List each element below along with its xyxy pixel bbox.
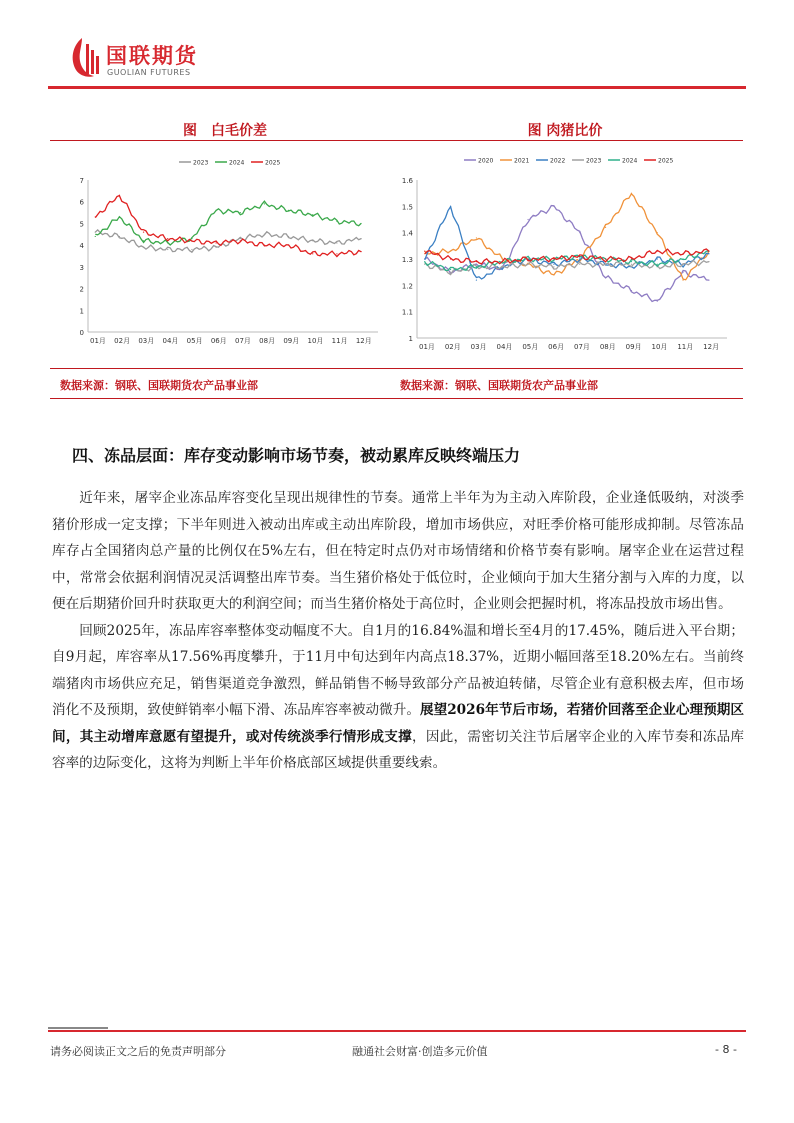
data-point-2023 bbox=[191, 249, 192, 250]
data-point-2020 bbox=[605, 277, 606, 278]
data-point-2020 bbox=[682, 272, 683, 273]
x-tick-label: 04月 bbox=[496, 343, 513, 351]
data-point-2024 bbox=[631, 261, 632, 262]
legend-label: 2024 bbox=[229, 159, 245, 167]
data-point-2023 bbox=[240, 238, 241, 239]
source-top-line bbox=[50, 368, 743, 369]
x-tick-label: 11月 bbox=[677, 343, 694, 351]
data-point-2022 bbox=[424, 258, 425, 259]
section-heading: 四、冻品层面：库存变动影响市场节奏，被动累库反映终端压力 bbox=[72, 446, 521, 465]
legend-label: 2023 bbox=[586, 157, 602, 165]
data-point-2023 bbox=[336, 242, 337, 243]
y-tick-label: 1.5 bbox=[401, 203, 413, 212]
x-tick-label: 08月 bbox=[259, 337, 276, 345]
x-tick-label: 01月 bbox=[419, 343, 435, 351]
x-tick-label: 09月 bbox=[625, 343, 642, 351]
data-point-2023 bbox=[708, 261, 709, 262]
data-point-2024 bbox=[336, 221, 337, 222]
data-point-2024 bbox=[191, 238, 192, 239]
data-point-2020 bbox=[631, 290, 632, 291]
data-point-2024 bbox=[95, 236, 96, 237]
data-point-2025 bbox=[424, 251, 425, 252]
data-point-2023 bbox=[527, 264, 528, 265]
legend-label: 2022 bbox=[550, 157, 566, 165]
x-tick-label: 03月 bbox=[138, 337, 155, 345]
data-point-2025 bbox=[336, 253, 337, 254]
data-point-2024 bbox=[264, 203, 265, 204]
y-tick-label: 1.2 bbox=[401, 282, 413, 291]
data-point-2024 bbox=[240, 212, 241, 213]
footer-rule bbox=[48, 1030, 746, 1032]
data-point-2022 bbox=[476, 279, 477, 280]
data-point-2025 bbox=[502, 261, 503, 262]
data-point-2022 bbox=[553, 264, 554, 265]
x-tick-label: 10月 bbox=[651, 343, 668, 351]
paragraph-2-review: 回顾2025年，冻品库容率整体变动幅度不大。自1月的16.84%温和增长至4月的17.45%，随后进入平台期；自9月起，库容率从17.56%再度攀升，于11月中旬达到年内高点18.37%，近期小幅回落至18.20%左右。当前终端猪肉市场供应充足，销售渠道竞争激烈，鲜品销售不畅导致部分产品被迫转储，尽管企业有意积极去库，但市场消化不及预期，致使鲜销率小幅下滑、冻品库容率被动微升。 bbox=[52, 622, 744, 718]
data-point-2025 bbox=[240, 240, 241, 241]
data-point-2022 bbox=[708, 253, 709, 254]
data-point-2025 bbox=[143, 232, 144, 233]
data-point-2023 bbox=[360, 238, 361, 239]
paragraph-2-outlook: 展望2026年节后市场，若猪价回落至企业心理预期区间，其主动增库意愿有望提升，或对传统淡季行情形成支撑 bbox=[52, 702, 744, 745]
data-point-2023 bbox=[502, 266, 503, 267]
data-point-2023 bbox=[450, 272, 451, 273]
data-point-2024 bbox=[288, 210, 289, 211]
x-tick-label: 03月 bbox=[470, 343, 487, 351]
series-line-2025 bbox=[95, 196, 361, 257]
footer-disclaimer: 请务必阅读正文之后的免责声明部分 bbox=[50, 1045, 226, 1058]
y-tick-label: 1.6 bbox=[401, 177, 413, 185]
data-point-2024 bbox=[476, 266, 477, 267]
data-point-2025 bbox=[167, 238, 168, 239]
data-point-2020 bbox=[579, 232, 580, 233]
footer-slogan: 融通社会财富·创造多元价值 bbox=[352, 1045, 488, 1058]
y-tick-label: 1 bbox=[79, 307, 84, 316]
data-point-2025 bbox=[657, 251, 658, 252]
data-point-2024 bbox=[657, 264, 658, 265]
data-point-2025 bbox=[631, 258, 632, 259]
figure-frame-bottom-line bbox=[50, 398, 743, 399]
data-point-2025 bbox=[476, 261, 477, 262]
data-point-2025 bbox=[579, 256, 580, 257]
data-point-2022 bbox=[450, 206, 451, 207]
data-point-2023 bbox=[167, 249, 168, 250]
x-tick-label: 08月 bbox=[599, 343, 616, 351]
data-point-2022 bbox=[657, 258, 658, 259]
data-point-2025 bbox=[215, 242, 216, 243]
data-point-2024 bbox=[360, 223, 361, 224]
footer-rule-accent bbox=[48, 1027, 108, 1029]
legend-label: 2025 bbox=[658, 157, 674, 165]
data-point-2025 bbox=[553, 258, 554, 259]
data-point-2025 bbox=[527, 258, 528, 259]
data-point-2023 bbox=[631, 264, 632, 265]
data-point-2025 bbox=[191, 240, 192, 241]
legend-label: 2024 bbox=[622, 157, 638, 165]
data-point-2020 bbox=[476, 264, 477, 265]
data-point-2024 bbox=[682, 258, 683, 259]
data-point-2021 bbox=[476, 237, 477, 238]
data-point-2021 bbox=[553, 274, 554, 275]
x-tick-label: 10月 bbox=[307, 337, 324, 345]
data-point-2021 bbox=[657, 232, 658, 233]
company-name-en: GUOLIAN FUTURES bbox=[107, 68, 191, 77]
paragraph-2 bbox=[52, 618, 744, 777]
y-tick-label: 2 bbox=[79, 285, 84, 294]
x-tick-label: 12月 bbox=[703, 343, 720, 351]
data-point-2025 bbox=[288, 245, 289, 246]
data-point-2024 bbox=[119, 216, 120, 217]
data-point-2021 bbox=[605, 227, 606, 228]
header bbox=[0, 0, 794, 95]
data-point-2024 bbox=[312, 214, 313, 215]
x-tick-label: 04月 bbox=[162, 337, 179, 345]
right-figure-title: 图 肉猪比价 bbox=[527, 123, 603, 139]
left-figure-title: 图 白毛价差 bbox=[183, 123, 267, 139]
data-point-2025 bbox=[708, 251, 709, 252]
data-point-2024 bbox=[215, 210, 216, 211]
x-tick-label: 07月 bbox=[235, 337, 251, 345]
paragraph-2-tail: ，因此，需密切关注节后屠宰企业的入库节奏和冻品库容率的边际变化，这将为判断上半年价格底部区域提供重要线索。 bbox=[52, 728, 744, 771]
legend-label: 2021 bbox=[514, 157, 530, 165]
x-tick-label: 05月 bbox=[522, 343, 539, 351]
legend-label: 2025 bbox=[265, 159, 281, 167]
data-point-2020 bbox=[657, 301, 658, 302]
x-tick-label: 09月 bbox=[283, 337, 300, 345]
data-point-2025 bbox=[119, 195, 120, 196]
x-tick-label: 07月 bbox=[574, 343, 590, 351]
data-point-2022 bbox=[579, 258, 580, 259]
data-point-2023 bbox=[579, 264, 580, 265]
data-point-2025 bbox=[264, 245, 265, 246]
legend-label: 2020 bbox=[478, 157, 494, 165]
data-point-2024 bbox=[167, 242, 168, 243]
data-point-2025 bbox=[312, 253, 313, 254]
logo-icon bbox=[68, 36, 102, 80]
x-tick-label: 01月 bbox=[90, 337, 106, 345]
data-point-2021 bbox=[682, 279, 683, 280]
hog-price-ratio-chart bbox=[395, 150, 740, 355]
y-tick-label: 0 bbox=[79, 329, 84, 337]
header-rule bbox=[48, 86, 746, 89]
data-point-2023 bbox=[119, 236, 120, 237]
x-tick-label: 05月 bbox=[186, 337, 203, 345]
data-point-2025 bbox=[450, 258, 451, 259]
data-point-2025 bbox=[605, 258, 606, 259]
body-text bbox=[52, 485, 744, 777]
y-tick-label: 6 bbox=[79, 198, 84, 207]
data-point-2024 bbox=[143, 240, 144, 241]
series-line-2024 bbox=[95, 201, 361, 245]
data-point-2023 bbox=[553, 266, 554, 267]
y-tick-label: 1.1 bbox=[401, 308, 413, 317]
legend-label: 2023 bbox=[193, 159, 209, 167]
x-tick-label: 12月 bbox=[355, 337, 372, 345]
data-point-2023 bbox=[288, 236, 289, 237]
y-tick-label: 1 bbox=[408, 335, 413, 343]
white-hair-spread-chart bbox=[58, 150, 388, 355]
data-point-2023 bbox=[95, 232, 96, 233]
data-point-2023 bbox=[424, 264, 425, 265]
data-point-2024 bbox=[450, 269, 451, 270]
x-tick-label: 02月 bbox=[444, 343, 461, 351]
data-point-2020 bbox=[553, 206, 554, 207]
data-point-2025 bbox=[360, 251, 361, 252]
data-point-2024 bbox=[424, 261, 425, 262]
y-tick-label: 1.3 bbox=[401, 256, 413, 264]
data-point-2023 bbox=[143, 247, 144, 248]
figure-frame-top-line bbox=[50, 140, 743, 141]
data-point-2023 bbox=[312, 240, 313, 241]
x-tick-label: 06月 bbox=[548, 343, 565, 351]
y-tick-label: 4 bbox=[79, 242, 84, 251]
data-point-2023 bbox=[215, 247, 216, 248]
data-point-2025 bbox=[95, 216, 96, 217]
data-point-2021 bbox=[631, 193, 632, 194]
y-tick-label: 3 bbox=[79, 263, 84, 272]
data-point-2023 bbox=[264, 234, 265, 235]
data-point-2021 bbox=[502, 258, 503, 259]
right-figure-source: 数据来源：钢联、国联期货农产品事业部 bbox=[400, 379, 598, 392]
y-tick-label: 7 bbox=[79, 177, 84, 185]
page-number: - 8 - bbox=[715, 1043, 737, 1056]
y-tick-label: 1.4 bbox=[401, 229, 413, 238]
x-tick-label: 11月 bbox=[331, 337, 348, 345]
data-point-2020 bbox=[527, 219, 528, 220]
paragraph-1: 近年来，屠宰企业冻品库容变化呈现出规律性的节奏。通常上半年为为主动入库阶段，企业逢低吸纳，对淡季猪价形成一定支撑；下半年则进入被动出库或主动出库阶段，增加市场供应，对旺季价格可能形成抑制。尽管冻品库存占全国猪肉总产量的比例仅在5%左右，但在特定时点仍对市场情绪和价格节奏有影响。屠宰企业在运营过程中，常常会依据利润情况灵活调整出库节奏。当生猪价格处于低位时，企业倾向于加大生猪分割与入库的力度，以便在后期猪价回升时获取更大的利润空间；而当生猪价格处于高位时，企业则会把握时机，将冻品投放市场出售。 bbox=[52, 490, 744, 612]
data-point-2025 bbox=[682, 253, 683, 254]
x-tick-label: 02月 bbox=[114, 337, 131, 345]
y-tick-label: 5 bbox=[79, 220, 84, 229]
company-name-cn: 国联期货 bbox=[106, 44, 198, 68]
data-point-2021 bbox=[450, 251, 451, 252]
left-figure-source: 数据来源：钢联、国联期货农产品事业部 bbox=[60, 379, 258, 392]
data-point-2023 bbox=[605, 264, 606, 265]
data-point-2020 bbox=[708, 279, 709, 280]
x-tick-label: 06月 bbox=[210, 337, 227, 345]
data-point-2023 bbox=[682, 264, 683, 265]
